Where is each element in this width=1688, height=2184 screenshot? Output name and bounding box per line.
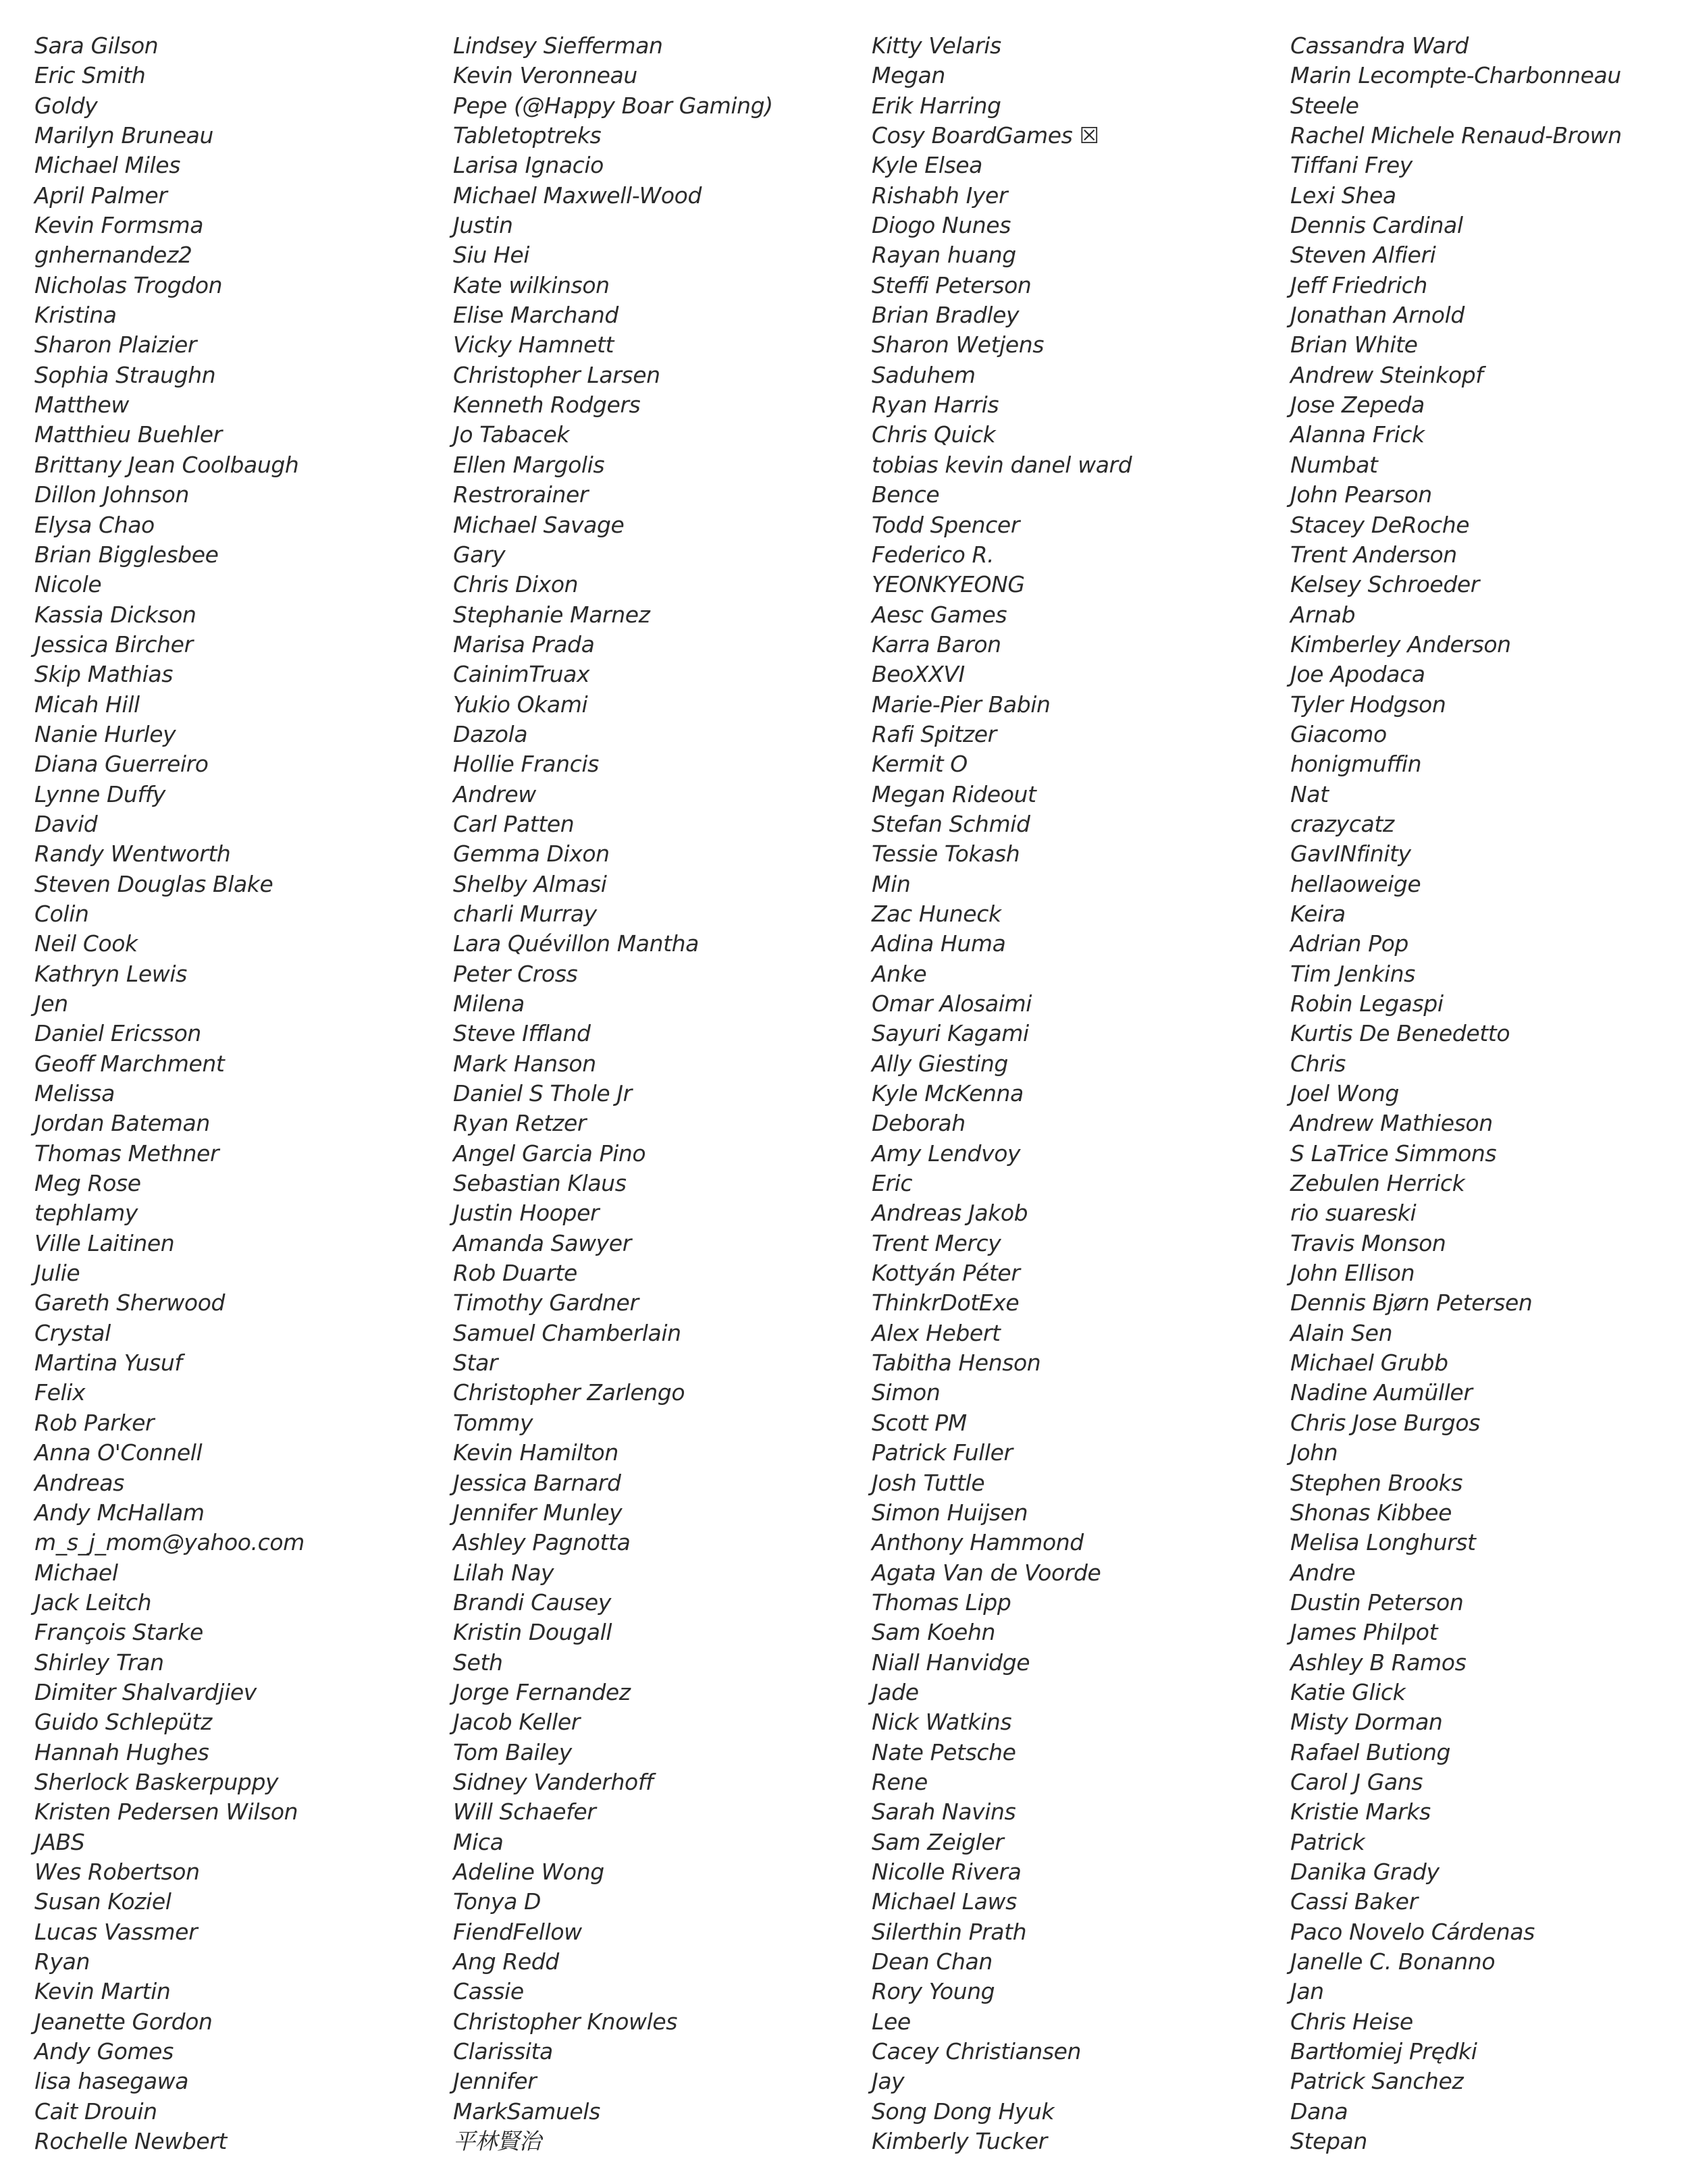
name-entry: Gareth Sherwood: [34, 1289, 226, 1316]
name-entry: Simon Huijsen: [872, 1499, 1028, 1526]
name-entry: Kenneth Rodgers: [453, 392, 641, 419]
name-entry: Gary: [453, 541, 506, 568]
name-entry: Nicholas Trogdon: [34, 271, 223, 298]
name-entry: Cosy BoardGames ☒: [872, 122, 1099, 149]
name-entry: Silerthin Prath: [872, 1918, 1027, 1945]
name-entry: Tabitha Henson: [872, 1350, 1041, 1377]
name-entry: Kermit O: [872, 751, 968, 778]
name-entry: Kurtis De Benedetto: [1290, 1020, 1510, 1047]
name-entry: crazycatz: [1290, 810, 1394, 837]
name-entry: Kristina: [34, 302, 117, 329]
name-entry: François Starke: [34, 1619, 203, 1646]
name-entry: Amanda Sawyer: [453, 1229, 631, 1256]
name-entry: Justin: [453, 212, 513, 239]
name-entry: Dana: [1290, 2098, 1348, 2125]
name-entry: FiendFellow: [453, 1918, 582, 1945]
name-entry: honigmuffin: [1290, 751, 1422, 778]
name-entry: Will Schaefer: [453, 1799, 596, 1826]
name-entry: Hannah Hughes: [34, 1738, 209, 1765]
name-entry: Ryan Retzer: [453, 1110, 587, 1137]
name-entry: Kyle Elsea: [872, 152, 982, 179]
name-entry: Alex Hebert: [872, 1319, 1001, 1346]
name-entry: Erik Harring: [872, 92, 1001, 119]
name-entry: Randy Wentworth: [34, 841, 231, 868]
name-entry: Thomas Lipp: [872, 1589, 1011, 1616]
name-entry: Nicole: [34, 571, 102, 598]
name-entry: Dillon Johnson: [34, 481, 189, 508]
name-entry: Rayan huang: [872, 242, 1016, 269]
name-entry: Tabletoptreks: [453, 122, 602, 149]
name-entry: Todd Spencer: [872, 511, 1020, 538]
name-entry: Peter Cross: [453, 960, 578, 987]
name-entry: Brian Bigglesbee: [34, 541, 219, 568]
name-entry: Guido Schlepütz: [34, 1709, 212, 1736]
name-entry: tephlamy: [34, 1200, 138, 1227]
name-entry: MarkSamuels: [453, 2098, 600, 2125]
name-entry: Anthony Hammond: [872, 1529, 1084, 1556]
name-entry: Jessica Barnard: [453, 1469, 621, 1496]
name-entry: Lee: [872, 2008, 911, 2035]
name-entry: Karra Baron: [872, 631, 1001, 658]
name-entry: Sam Zeigler: [872, 1828, 1004, 1855]
name-entry: Adina Huma: [872, 930, 1006, 957]
name-entry: Cait Drouin: [34, 2098, 157, 2125]
name-entry: Kitty Velaris: [872, 32, 1001, 59]
name-entry: Lynne Duffy: [34, 780, 166, 807]
name-entry: BeoXXVI: [872, 661, 965, 688]
name-entry: Dazola: [453, 720, 528, 747]
name-entry: Melissa: [34, 1080, 115, 1107]
name-entry: Daniel S Thole Jr: [453, 1080, 632, 1107]
name-entry: Agata Van de Voorde: [872, 1559, 1101, 1586]
name-column-4: [1290, 31, 1688, 2156]
name-entry: James Philpot: [1290, 1619, 1438, 1646]
name-entry: Nick Watkins: [872, 1709, 1012, 1736]
name-entry: Rory Young: [872, 1978, 995, 2005]
name-entry: Tessie Tokash: [872, 841, 1020, 868]
name-entry: Brian White: [1290, 331, 1418, 358]
name-entry: Stefan Schmid: [872, 810, 1030, 837]
name-entry: tobias kevin danel ward: [872, 451, 1132, 478]
name-entry: Ryan: [34, 1948, 90, 1975]
name-entry: Milena: [453, 990, 525, 1017]
name-entry: Sharon Plaizier: [34, 331, 197, 358]
name-entry: Nicolle Rivera: [872, 1858, 1022, 1885]
name-entry: Giacomo: [1290, 720, 1387, 747]
name-entry: Saduhem: [872, 361, 976, 388]
name-entry: Robin Legaspi: [1290, 990, 1444, 1017]
name-entry: Skip Mathias: [34, 661, 173, 688]
name-entry: Diana Guerreiro: [34, 751, 209, 778]
name-entry: CainimTruax: [453, 661, 590, 688]
name-entry: Marilyn Bruneau: [34, 122, 214, 149]
name-entry: Ashley B Ramos: [1290, 1649, 1467, 1676]
name-entry: Nate Petsche: [872, 1738, 1016, 1765]
name-entry: Marin Lecompte-Charbonneau: [1290, 62, 1621, 89]
name-entry: Lara Quévillon Mantha: [453, 930, 699, 957]
name-entry: 平林賢治: [453, 2128, 542, 2155]
name-entry: Trent Anderson: [1290, 541, 1457, 568]
name-entry: Jack Leitch: [34, 1589, 152, 1616]
name-entry: hellaoweige: [1290, 870, 1421, 897]
name-entry: Jeanette Gordon: [34, 2008, 213, 2035]
name-entry: Rochelle Newbert: [34, 2128, 227, 2155]
name-entry: Rene: [872, 1768, 928, 1795]
name-entry: John: [1290, 1439, 1338, 1466]
name-entry: Kristin Dougall: [453, 1619, 612, 1646]
name-entry: Stephen Brooks: [1290, 1469, 1463, 1496]
name-entry: David: [34, 810, 98, 837]
name-entry: Clarissita: [453, 2038, 553, 2065]
name-entry: Steven Alfieri: [1290, 242, 1436, 269]
name-entry: Michael: [34, 1559, 118, 1586]
name-entry: Tonya D: [453, 1888, 542, 1915]
name-entry: Kevin Veronneau: [453, 62, 637, 89]
name-entry: m_s_j_mom@yahoo.com: [34, 1529, 305, 1556]
name-entry: Vicky Hamnett: [453, 331, 614, 358]
name-entry: Susan Koziel: [34, 1888, 172, 1915]
name-entry: Restrorainer: [453, 481, 589, 508]
name-entry: Dennis Bjørn Petersen: [1290, 1289, 1533, 1316]
name-entry: Jose Zepeda: [1290, 392, 1425, 419]
name-entry: Shelby Almasi: [453, 870, 607, 897]
name-entry: Melisa Longhurst: [1290, 1529, 1476, 1556]
name-entry: S LaTrice Simmons: [1290, 1140, 1497, 1167]
name-entry: Chris Quick: [872, 421, 996, 448]
name-entry: Brandi Causey: [453, 1589, 611, 1616]
name-entry: Kevin Hamilton: [453, 1439, 618, 1466]
name-column-1: [34, 31, 440, 2156]
name-entry: Kristen Pedersen Wilson: [34, 1799, 298, 1826]
name-entry: Federico R.: [872, 541, 995, 568]
name-entry: Ville Laitinen: [34, 1229, 175, 1256]
name-entry: April Palmer: [34, 182, 167, 209]
name-entry: Sharon Wetjens: [872, 331, 1045, 358]
name-entry: Daniel Ericsson: [34, 1020, 201, 1047]
name-entry: Anke: [872, 960, 927, 987]
name-entry: Bence: [872, 481, 940, 508]
name-entry: Alain Sen: [1290, 1319, 1393, 1346]
name-entry: Chris Jose Burgos: [1290, 1409, 1480, 1436]
name-entry: YEONKYEONG: [872, 571, 1025, 598]
name-entry: Danika Grady: [1290, 1858, 1440, 1885]
name-entry: Marisa Prada: [453, 631, 595, 658]
name-entry: Lucas Vassmer: [34, 1918, 198, 1945]
name-entry: Jo Tabacek: [453, 421, 570, 448]
name-entry: Hollie Francis: [453, 751, 599, 778]
name-entry: Star: [453, 1350, 498, 1377]
name-entry: Anna O'Connell: [34, 1439, 203, 1466]
name-entry: Sherlock Baskerpuppy: [34, 1768, 279, 1795]
name-entry: Ally Giesting: [872, 1050, 1008, 1077]
name-entry: Kottyán Péter: [872, 1260, 1020, 1287]
name-entry: Steele: [1290, 92, 1359, 119]
name-entry: Sayuri Kagami: [872, 1020, 1029, 1047]
name-entry: Min: [872, 870, 911, 897]
name-entry: Rafael Butiong: [1290, 1738, 1451, 1765]
name-entry: Tyler Hodgson: [1290, 691, 1446, 718]
name-entry: Kimberly Tucker: [872, 2128, 1047, 2155]
name-entry: Elysa Chao: [34, 511, 155, 538]
name-entry: Alanna Frick: [1290, 421, 1425, 448]
name-entry: Ashley Pagnotta: [453, 1529, 631, 1556]
name-entry: Micah Hill: [34, 691, 140, 718]
name-entry: ThinkrDotExe: [872, 1289, 1020, 1316]
name-entry: Jay: [872, 2068, 905, 2095]
name-entry: Keira: [1290, 900, 1346, 927]
name-entry: Lindsey Siefferman: [453, 32, 663, 59]
name-entry: Cassi Baker: [1290, 1888, 1418, 1915]
name-entry: Matthew: [34, 392, 129, 419]
name-entry: Trent Mercy: [872, 1229, 1001, 1256]
name-entry: Nat: [1290, 780, 1329, 807]
name-entry: Stacey DeRoche: [1290, 511, 1470, 538]
name-entry: Jade: [872, 1678, 919, 1705]
name-entry: Kyle McKenna: [872, 1080, 1024, 1107]
name-entry: Kathryn Lewis: [34, 960, 187, 987]
name-entry: Patrick: [1290, 1828, 1365, 1855]
name-entry: Tommy: [453, 1409, 533, 1436]
name-entry: Michael Laws: [872, 1888, 1017, 1915]
name-entry: Justin Hooper: [453, 1200, 600, 1227]
name-entry: Jan: [1290, 1978, 1324, 2005]
name-entry: Michael Savage: [453, 511, 625, 538]
name-entry: Felix: [34, 1379, 86, 1406]
name-entry: JABS: [34, 1828, 85, 1855]
name-entry: Patrick Fuller: [872, 1439, 1013, 1466]
name-entry: Michael Miles: [34, 152, 180, 179]
name-entry: Sidney Vanderhoff: [453, 1768, 654, 1795]
name-entry: Aesc Games: [872, 601, 1007, 628]
name-entry: Cacey Christiansen: [872, 2038, 1082, 2065]
name-entry: Christopher Zarlengo: [453, 1379, 685, 1406]
name-entry: Scott PM: [872, 1409, 967, 1436]
name-entry: Eric Smith: [34, 62, 146, 89]
name-entry: Sophia Straughn: [34, 361, 216, 388]
name-entry: Adeline Wong: [453, 1858, 604, 1885]
name-entry: Dustin Peterson: [1290, 1589, 1464, 1616]
name-entry: Jen: [34, 990, 68, 1017]
name-entry: Joe Apodaca: [1290, 661, 1425, 688]
name-entry: Colin: [34, 900, 89, 927]
name-entry: Seth: [453, 1649, 503, 1676]
name-entry: Niall Hanvidge: [872, 1649, 1030, 1676]
name-entry: Zebulen Herrick: [1290, 1170, 1465, 1197]
name-entry: Sara Gilson: [34, 32, 159, 59]
name-entry: Cassandra Ward: [1290, 32, 1469, 59]
name-entry: Katie Glick: [1290, 1678, 1406, 1705]
name-entry: Michael Grubb: [1290, 1350, 1448, 1377]
name-entry: Angel Garcia Pino: [453, 1140, 646, 1167]
name-entry: Mark Hanson: [453, 1050, 596, 1077]
name-entry: Kevin Martin: [34, 1978, 171, 2005]
name-entry: Travis Monson: [1290, 1229, 1446, 1256]
name-entry: Samuel Chamberlain: [453, 1319, 681, 1346]
name-entry: Megan: [872, 62, 945, 89]
name-entry: Amy Lendvoy: [872, 1140, 1021, 1167]
name-entry: Joel Wong: [1290, 1080, 1399, 1107]
name-entry: Christopher Larsen: [453, 361, 660, 388]
name-entry: Bartłomiej Prędki: [1290, 2038, 1477, 2065]
name-entry: Crystal: [34, 1319, 111, 1346]
name-entry: Song Dong Hyuk: [872, 2098, 1055, 2125]
name-entry: Ang Redd: [453, 1948, 559, 1975]
name-entry: Janelle C. Bonanno: [1290, 1948, 1496, 1975]
name-entry: Shirley Tran: [34, 1649, 164, 1676]
name-entry: Michael Maxwell-Wood: [453, 182, 702, 209]
name-entry: Kristie Marks: [1290, 1799, 1431, 1826]
name-entry: Rafi Spitzer: [872, 720, 997, 747]
name-entry: John Pearson: [1290, 481, 1432, 508]
name-entry: Jordan Bateman: [34, 1110, 210, 1137]
name-entry: Numbat: [1290, 451, 1378, 478]
name-entry: charli Murray: [453, 900, 597, 927]
name-entry: Christopher Knowles: [453, 2008, 678, 2035]
name-entry: Diogo Nunes: [872, 212, 1011, 239]
name-entry: Sebastian Klaus: [453, 1170, 627, 1197]
name-entry: Thomas Methner: [34, 1140, 219, 1167]
name-entry: Lilah Nay: [453, 1559, 554, 1586]
name-entry: Ellen Margolis: [453, 451, 605, 478]
name-entry: Brian Bradley: [872, 302, 1020, 329]
name-entry: Kevin Formsma: [34, 212, 204, 239]
name-entry: Timothy Gardner: [453, 1289, 639, 1316]
name-entry: Geoff Marchment: [34, 1050, 225, 1077]
name-column-3: [872, 31, 1277, 2156]
name-entry: Nadine Aumüller: [1290, 1379, 1473, 1406]
name-entry: Kelsey Schroeder: [1290, 571, 1479, 598]
name-entry: Andreas Jakob: [872, 1200, 1028, 1227]
name-entry: Dean Chan: [872, 1948, 993, 1975]
name-entry: Megan Rideout: [872, 780, 1036, 807]
name-entry: Adrian Pop: [1290, 930, 1408, 957]
name-entry: Meg Rose: [34, 1170, 141, 1197]
name-entry: Jonathan Arnold: [1290, 302, 1465, 329]
name-entry: Stephanie Marnez: [453, 601, 650, 628]
name-entry: Steffi Peterson: [872, 271, 1032, 298]
name-entry: Andy Gomes: [34, 2038, 174, 2065]
name-entry: Kate wilkinson: [453, 271, 610, 298]
name-entry: Chris Dixon: [453, 571, 579, 598]
name-entry: Shonas Kibbee: [1290, 1499, 1452, 1526]
name-entry: Stepan: [1290, 2128, 1367, 2155]
name-entry: Larisa Ignacio: [453, 152, 604, 179]
name-entry: Tim Jenkins: [1290, 960, 1415, 987]
name-entry: Jennifer: [453, 2068, 537, 2095]
name-entry: Chris: [1290, 1050, 1346, 1077]
name-entry: Arnab: [1290, 601, 1356, 628]
name-entry: Julie: [34, 1260, 80, 1287]
name-entry: Lexi Shea: [1290, 182, 1396, 209]
name-entry: Nanie Hurley: [34, 720, 176, 747]
name-entry: Rob Parker: [34, 1409, 155, 1436]
name-entry: Omar Alosaimi: [872, 990, 1032, 1017]
name-entry: Andrew: [453, 780, 536, 807]
name-entry: John Ellison: [1290, 1260, 1415, 1287]
name-entry: Jennifer Munley: [453, 1499, 623, 1526]
name-entry: Rachel Michele Renaud-Brown: [1290, 122, 1622, 149]
name-entry: Jacob Keller: [453, 1709, 580, 1736]
name-entry: Steven Douglas Blake: [34, 870, 273, 897]
name-entry: Dennis Cardinal: [1290, 212, 1463, 239]
name-entry: lisa hasegawa: [34, 2068, 189, 2095]
name-entry: Carol J Gans: [1290, 1768, 1423, 1795]
name-entry: Josh Tuttle: [872, 1469, 985, 1496]
name-entry: Elise Marchand: [453, 302, 618, 329]
name-entry: Carl Patten: [453, 810, 575, 837]
name-entry: Tiffani Frey: [1290, 152, 1413, 179]
name-entry: Yukio Okami: [453, 691, 588, 718]
name-entry: Pepe (@Happy Boar Gaming): [453, 92, 773, 119]
name-entry: Gemma Dixon: [453, 841, 610, 868]
name-entry: Patrick Sanchez: [1290, 2068, 1464, 2095]
name-entry: Kassia Dickson: [34, 601, 196, 628]
name-entry: Jeff Friedrich: [1290, 271, 1427, 298]
name-entry: Steve Iffland: [453, 1020, 591, 1047]
name-entry: Sam Koehn: [872, 1619, 995, 1646]
name-entry: Kimberley Anderson: [1290, 631, 1511, 658]
name-entry: gnhernandez2: [34, 242, 192, 269]
name-entry: Jessica Bircher: [34, 631, 193, 658]
name-entry: Siu Hei: [453, 242, 530, 269]
name-entry: Rob Duarte: [453, 1260, 577, 1287]
name-entry: Tom Bailey: [453, 1738, 572, 1765]
name-entry: Sarah Navins: [872, 1799, 1016, 1826]
name-entry: Rishabh Iyer: [872, 182, 1008, 209]
name-column-2: [453, 31, 858, 2156]
name-entry: Cassie: [453, 1978, 524, 2005]
name-entry: Martina Yusuf: [34, 1350, 182, 1377]
name-entry: Paco Novelo Cárdenas: [1290, 1918, 1535, 1945]
name-entry: Wes Robertson: [34, 1858, 200, 1885]
name-entry: Andre: [1290, 1559, 1356, 1586]
name-entry: Simon: [872, 1379, 941, 1406]
name-entry: Deborah: [872, 1110, 966, 1137]
name-entry: Mica: [453, 1828, 504, 1855]
name-entry: rio suareski: [1290, 1200, 1417, 1227]
name-entry: GavINfinity: [1290, 841, 1411, 868]
name-entry: Marie-Pier Babin: [872, 691, 1051, 718]
name-entry: Goldy: [34, 92, 98, 119]
name-entry: Andrew Mathieson: [1290, 1110, 1493, 1137]
name-entry: Ryan Harris: [872, 392, 999, 419]
name-entry: Zac Huneck: [872, 900, 1001, 927]
name-entry: Chris Heise: [1290, 2008, 1413, 2035]
name-entry: Jorge Fernandez: [453, 1678, 631, 1705]
name-entry: Dimiter Shalvardjiev: [34, 1678, 257, 1705]
name-entry: Neil Cook: [34, 930, 138, 957]
name-entry: Brittany Jean Coolbaugh: [34, 451, 299, 478]
name-entry: Eric: [872, 1170, 913, 1197]
name-entry: Matthieu Buehler: [34, 421, 222, 448]
name-entry: Andrew Steinkopf: [1290, 361, 1483, 388]
name-entry: Andy McHallam: [34, 1499, 205, 1526]
name-entry: Andreas: [34, 1469, 124, 1496]
name-entry: Misty Dorman: [1290, 1709, 1443, 1736]
